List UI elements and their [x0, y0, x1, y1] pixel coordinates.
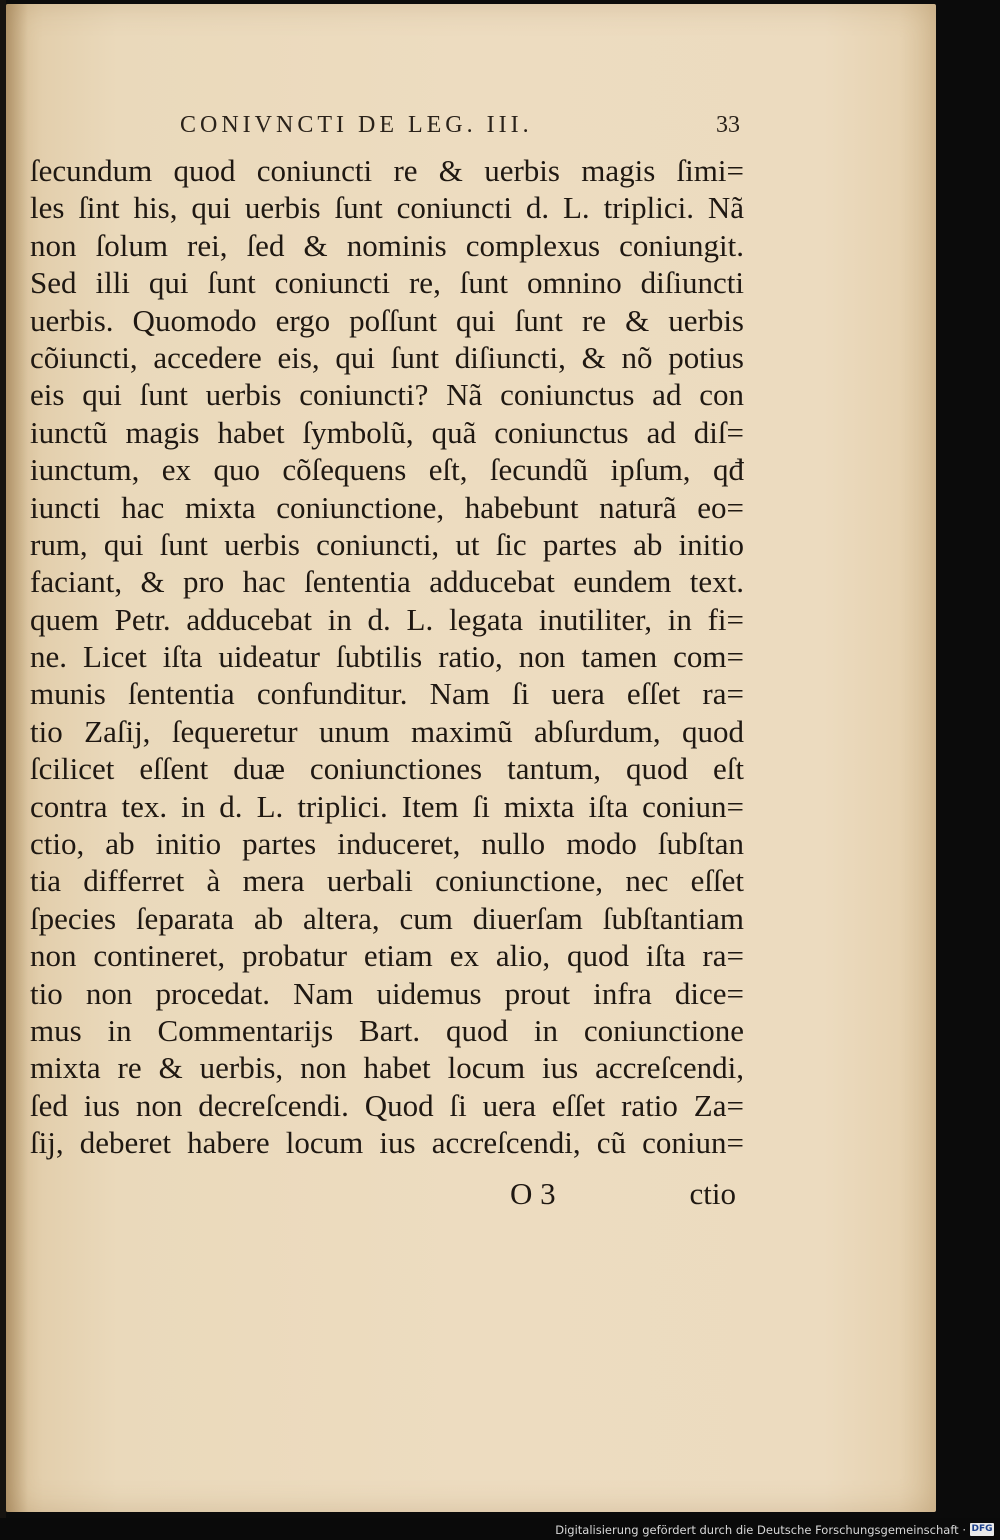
text-line: Sed illi qui ſunt coniuncti re, ſunt omnino diſiuncti — [30, 265, 744, 301]
text-line: cõiuncti, accedere eis, qui ſunt diſiuncti, & nõ potius — [30, 339, 744, 375]
text-line: tia differret à mera uerbali coniunctione, nec eſſet — [30, 863, 744, 899]
text-line: rum, qui ſunt uerbis coniuncti, ut ſic partes ab initio — [30, 526, 744, 562]
text-line: les ſint his, qui uerbis ſunt coniuncti d. L. triplici. Nã — [30, 190, 744, 226]
gutter-shadow — [6, 4, 28, 1512]
signature-mark: O 3 — [510, 1176, 556, 1211]
text-line: mixta re & uerbis, non habet locum ius accreſcendi, — [30, 1050, 744, 1086]
text-line: ſcilicet eſſent duæ coniunctiones tantum, quod eſt — [30, 751, 744, 787]
running-title: CONIVNCTI DE LEG. III. — [180, 112, 533, 138]
dfg-logo-icon: DFG — [971, 1524, 993, 1534]
catchword: ctio — [689, 1176, 736, 1211]
text-line: mus in Commentarijs Bart. quod in coniunctione — [30, 1012, 744, 1048]
text-line: faciant, & pro hac ſententia adducebat eundem text. — [30, 564, 744, 600]
text-line: eis qui ſunt uerbis coniuncti? Nã coniunctus ad con — [30, 377, 744, 413]
text-line: non contineret, probatur etiam ex alio, quod iſta ra= — [30, 938, 744, 974]
text-line: quem Petr. adducebat in d. L. legata inutiliter, in fi= — [30, 601, 744, 637]
text-line: iunctũ magis habet ſymbolũ, quã coniunctus ad diſ= — [30, 414, 744, 450]
body-text — [30, 152, 744, 1162]
text-line: ſpecies ſeparata ab altera, cum diuerſam ſubſtantiam — [30, 900, 744, 936]
text-line: ctio, ab initio partes induceret, nullo modo ſubſtan — [30, 826, 744, 862]
funding-credit: Digitalisierung gefördert durch die Deutsche Forschungsgemeinschaft · — [555, 1523, 966, 1537]
text-line: tio Zaſij, ſequeretur unum maximũ abſurdum, quod — [30, 713, 744, 749]
text-line: ſij, deberet habere locum ius accreſcendi, cũ coniun= — [30, 1125, 744, 1161]
running-head — [180, 112, 740, 140]
credit-bar — [0, 1518, 1000, 1540]
text-line: non ſolum rei, ſed & nominis complexus coniungit. — [30, 227, 744, 263]
text-line: contra tex. in d. L. triplici. Item ſi mixta iſta coniun= — [30, 788, 744, 824]
text-line: ſecundum quod coniuncti re & uerbis magis ſimi= — [30, 153, 744, 188]
text-line: uerbis. Quomodo ergo poſſunt qui ſunt re & uerbis — [30, 302, 744, 338]
page-footer — [30, 1176, 744, 1216]
text-line: munis ſententia confunditur. Nam ſi uera eſſet ra= — [30, 676, 744, 712]
text-line: ne. Licet iſta uideatur ſubtilis ratio, non tamen com= — [30, 639, 744, 675]
text-line: iunctum, ex quo cõſequens eſt, ſecundũ ipſum, qđ — [30, 452, 744, 488]
text-line: ſed ius non decreſcendi. Quod ſi uera eſſet ratio Za= — [30, 1087, 744, 1123]
text-line: tio non procedat. Nam uidemus prout infra dice= — [30, 975, 744, 1011]
text-line: iuncti hac mixta coniunctione, habebunt naturã eo= — [30, 489, 744, 525]
folio-number: 33 — [716, 112, 740, 138]
